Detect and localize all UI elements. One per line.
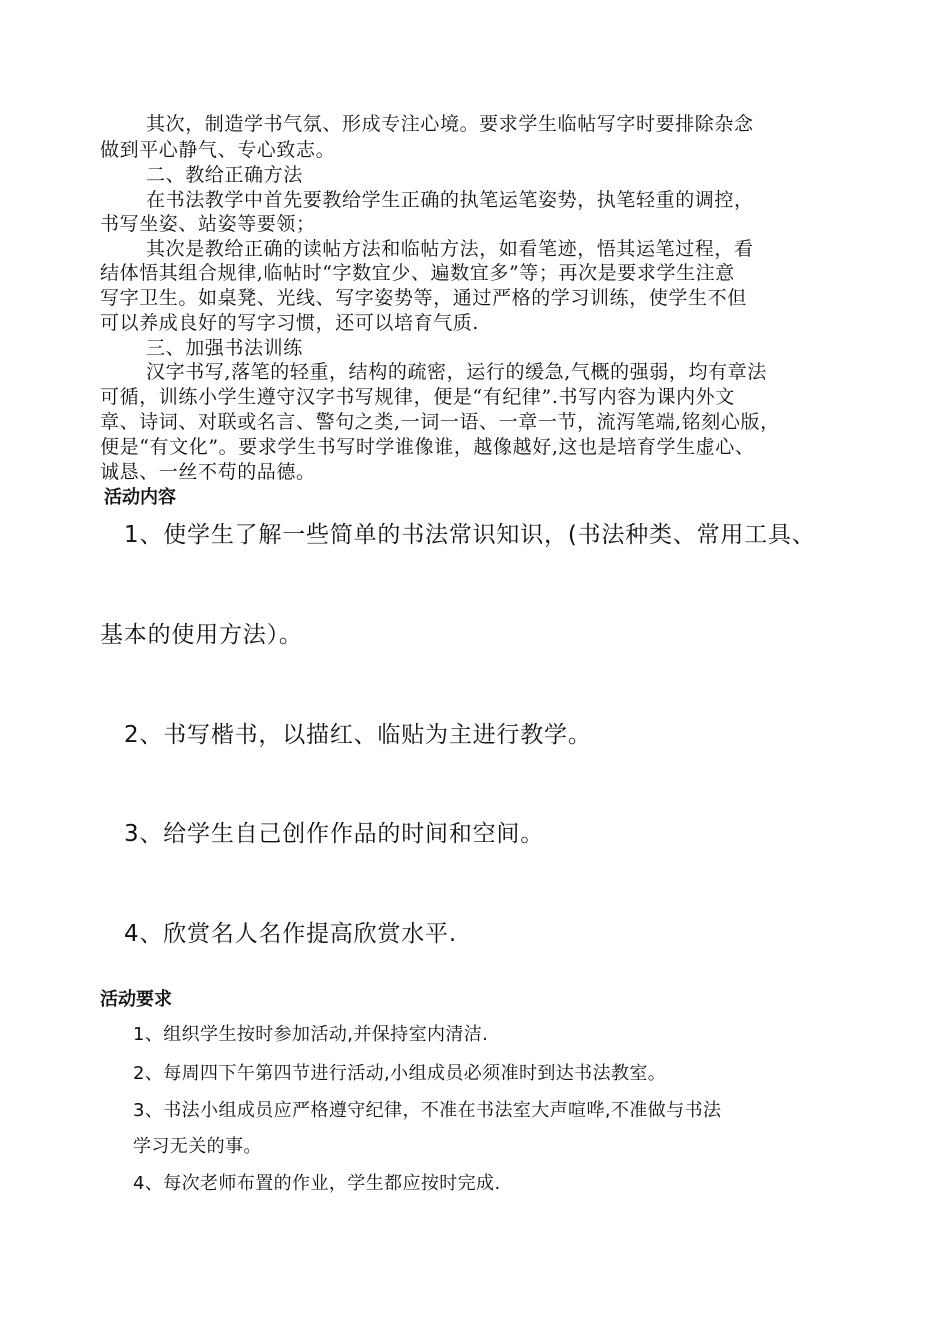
paragraph-line: 章、诗词、对联或名言、警句之类,一词一语、一章一节，流泻笔端,铭刻心版， [100, 411, 780, 433]
paragraph-line: 结体悟其组合规律,临帖时“字数宜少、遍数宜多”等；再次是要求学生注意 [100, 262, 735, 284]
activity-requirements-heading: 活动要求 [100, 989, 172, 1010]
list-item: 学习无关的事。 [133, 1136, 262, 1157]
paragraph-line: 诚恳、一丝不苟的品德。 [100, 461, 316, 483]
activity-content-heading: 活动内容 [104, 487, 176, 508]
section-heading: 二、教给正确方法 [146, 164, 303, 186]
list-item: 2、书写楷书，以描红、临贴为主进行教学。 [124, 722, 592, 748]
list-item: 2、每周四下午第四节进行活动,小组成员必须准时到达书法教室。 [133, 1063, 667, 1084]
paragraph-line: 在书法教学中首先要教给学生正确的执笔运笔姿势，执笔轻重的调控， [146, 189, 754, 211]
paragraph-line: 其次是教给正确的读帖方法和临帖方法，如看笔迹，悟其运笔过程，看 [146, 238, 754, 260]
list-item: 1、使学生了解一些简单的书法常识知识，(书法种类、常用工具、 [124, 522, 816, 548]
list-item: 基本的使用方法）。 [100, 622, 303, 648]
list-item: 4、欣赏名人名作提高欣赏水平. [124, 921, 457, 947]
list-item: 1、组织学生按时参加活动,并保持室内清洁. [133, 1024, 489, 1045]
section-heading: 三、加强书法训练 [146, 337, 303, 359]
paragraph-line: 汉字书写,落笔的轻重，结构的疏密，运行的缓急,气概的强弱，均有章法 [146, 361, 767, 383]
list-item: 3、书法小组成员应严格遵守纪律，不准在书法室大声喧哗,不准做与书法 [133, 1100, 722, 1121]
paragraph-line: 书写坐姿、站姿等要领； [100, 213, 316, 235]
paragraph-line: 可循，训练小学生遵守汉字书写规律，便是“有纪律”.书写内容为课内外文 [100, 386, 735, 408]
paragraph-line: 做到平心静气、专心致志。 [100, 139, 336, 161]
paragraph-line: 可以养成良好的写字习惯，还可以培育气质. [100, 312, 480, 334]
list-item: 3、给学生自己创作作品的时间和空间。 [124, 821, 545, 847]
paragraph-line: 写字卫生。如桌凳、光线、写字姿势等，通过严格的学习训练，使学生不但 [100, 287, 747, 309]
paragraph-line: 便是“有文化”。要求学生书写时学谁像谁，越像越好,这也是培育学生虚心、 [100, 436, 755, 458]
paragraph-line: 其次，制造学书气氛、形成专注心境。要求学生临帖写字时要排除杂念 [146, 113, 754, 135]
list-item: 4、每次老师布置的作业，学生都应按时完成. [133, 1173, 501, 1194]
